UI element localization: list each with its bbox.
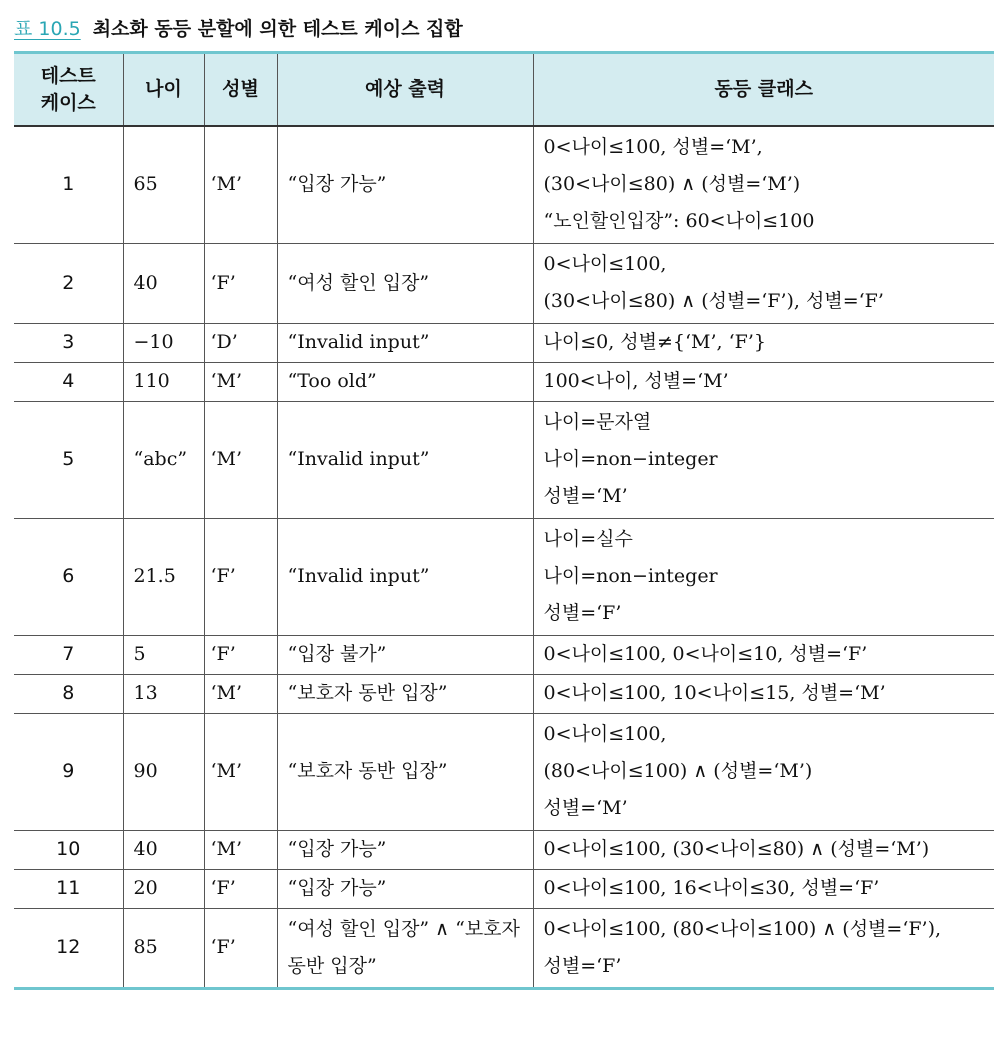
- table-row: [14, 362, 994, 401]
- cell-gender: ‘M’: [204, 401, 277, 518]
- cell-equivalence-class: [533, 243, 994, 323]
- cell-test-case: 10: [14, 830, 123, 869]
- cell-equivalence-class: [533, 869, 994, 908]
- table-row: [14, 243, 994, 323]
- cell-test-case: 2: [14, 243, 123, 323]
- caption-title: 최소화 동등 분할에 의한 테스트 케이스 집합: [92, 18, 463, 40]
- cell-equivalence-class: [533, 674, 994, 713]
- equivalence-class-line: 0<나이≤100,: [543, 253, 667, 275]
- cell-expected-output: “여성 할인 입장”: [277, 243, 533, 323]
- cell-age: “abc”: [123, 401, 204, 518]
- cell-gender: ‘F’: [204, 518, 277, 635]
- table-row: [14, 401, 994, 518]
- test-case-table: [14, 51, 994, 990]
- table-row: [14, 713, 994, 830]
- cell-expected-output: “보호자 동반 입장”: [277, 674, 533, 713]
- cell-gender: ‘F’: [204, 869, 277, 908]
- cell-test-case: 9: [14, 713, 123, 830]
- cell-gender: ‘D’: [204, 323, 277, 362]
- cell-age: 40: [123, 243, 204, 323]
- equivalence-class-line: 성별=‘F’: [543, 954, 622, 977]
- equivalence-class-line: (80<나이≤100) ∧ (성별=‘M’): [543, 760, 813, 782]
- cell-test-case: 11: [14, 869, 123, 908]
- cell-age: 85: [123, 908, 204, 988]
- cell-test-case: 12: [14, 908, 123, 988]
- cell-age: 65: [123, 126, 204, 243]
- header-age: 나이: [123, 53, 204, 127]
- table-row: [14, 830, 994, 869]
- equivalence-class-line: (30<나이≤80) ∧ (성별=‘M’): [543, 173, 801, 196]
- cell-expected-output: “입장 가능”: [277, 830, 533, 869]
- cell-gender: ‘M’: [204, 126, 277, 243]
- cell-age: 5: [123, 635, 204, 674]
- table-row: [14, 126, 994, 243]
- equivalence-class-line: 0<나이≤100, 16<나이≤30, 성별=‘F’: [543, 877, 880, 899]
- table-caption: [14, 14, 463, 41]
- cell-test-case: 1: [14, 126, 123, 243]
- cell-equivalence-class: [533, 323, 994, 362]
- table-row: [14, 635, 994, 674]
- cell-expected-output: “Too old”: [277, 362, 533, 401]
- cell-gender: ‘F’: [204, 908, 277, 988]
- cell-gender: ‘M’: [204, 674, 277, 713]
- header-row: [14, 53, 994, 127]
- equivalence-class-line: 100<나이, 성별=‘M’: [543, 370, 729, 392]
- cell-equivalence-class: [533, 830, 994, 869]
- cell-test-case: 3: [14, 323, 123, 362]
- equivalence-class-line: 0<나이≤100, 10<나이≤15, 성별=‘M’: [543, 682, 886, 704]
- cell-expected-output: “Invalid input”: [277, 401, 533, 518]
- cell-equivalence-class: [533, 362, 994, 401]
- equivalence-class-line: 성별=‘M’: [543, 485, 628, 507]
- cell-gender: ‘M’: [204, 830, 277, 869]
- equivalence-class-line: 나이=non−integer: [543, 448, 718, 470]
- cell-expected-output: “Invalid input”: [277, 518, 533, 635]
- equivalence-class-line: 0<나이≤100, (30<나이≤80) ∧ (성별=‘M’): [543, 838, 930, 860]
- equivalence-class-line: 나이=실수: [543, 528, 633, 550]
- table-row: [14, 674, 994, 713]
- cell-gender: ‘F’: [204, 243, 277, 323]
- cell-expected-output: “보호자 동반 입장”: [277, 713, 533, 830]
- header-equivalence-class: 동등 클래스: [533, 53, 994, 127]
- cell-equivalence-class: [533, 908, 994, 988]
- cell-test-case: 6: [14, 518, 123, 635]
- cell-gender: ‘F’: [204, 635, 277, 674]
- table-row: [14, 869, 994, 908]
- cell-age: 13: [123, 674, 204, 713]
- cell-age: −10: [123, 323, 204, 362]
- cell-equivalence-class: [533, 126, 994, 243]
- equivalence-class-line: 0<나이≤100, 0<나이≤10, 성별=‘F’: [543, 643, 868, 665]
- cell-age: 21.5: [123, 518, 204, 635]
- cell-expected-output: “입장 불가”: [277, 635, 533, 674]
- table-row: [14, 518, 994, 635]
- cell-age: 40: [123, 830, 204, 869]
- equivalence-class-line: 나이=non−integer: [543, 565, 718, 587]
- header-test-case: 테스트 케이스: [14, 53, 123, 127]
- cell-equivalence-class: [533, 713, 994, 830]
- equivalence-class-line: 성별=‘F’: [543, 602, 622, 624]
- equivalence-class-line: 0<나이≤100, (80<나이≤100) ∧ (성별=‘F’),: [543, 917, 942, 940]
- header-gender: 성별: [204, 53, 277, 127]
- equivalence-class-line: 나이=문자열: [543, 411, 652, 433]
- header-expected-output: 예상 출력: [277, 53, 533, 127]
- cell-expected-output: “Invalid input”: [277, 323, 533, 362]
- equivalence-class-line: 나이≤0, 성별≠{‘M’, ‘F’}: [543, 331, 766, 353]
- equivalence-class-line: “노인할인입장”: 60<나이≤100: [543, 210, 815, 233]
- cell-equivalence-class: [533, 401, 994, 518]
- cell-test-case: 7: [14, 635, 123, 674]
- cell-age: 90: [123, 713, 204, 830]
- equivalence-class-line: (30<나이≤80) ∧ (성별=‘F’), 성별=‘F’: [543, 290, 884, 312]
- table-row: [14, 908, 994, 988]
- cell-test-case: 5: [14, 401, 123, 518]
- table-row: [14, 323, 994, 362]
- cell-equivalence-class: [533, 518, 994, 635]
- cell-test-case: 4: [14, 362, 123, 401]
- equivalence-class-line: 0<나이≤100,: [543, 723, 667, 745]
- caption-number: 표 10.5: [14, 18, 81, 40]
- cell-age: 110: [123, 362, 204, 401]
- cell-gender: ‘M’: [204, 362, 277, 401]
- cell-equivalence-class: [533, 635, 994, 674]
- cell-expected-output: “입장 가능”: [277, 869, 533, 908]
- cell-expected-output: “입장 가능”: [277, 126, 533, 243]
- cell-expected-output: “여성 할인 입장” ∧ “보호자 동반 입장”: [277, 908, 533, 988]
- equivalence-class-line: 성별=‘M’: [543, 797, 628, 819]
- equivalence-class-line: 0<나이≤100, 성별=‘M’,: [543, 136, 763, 159]
- cell-gender: ‘M’: [204, 713, 277, 830]
- cell-test-case: 8: [14, 674, 123, 713]
- cell-age: 20: [123, 869, 204, 908]
